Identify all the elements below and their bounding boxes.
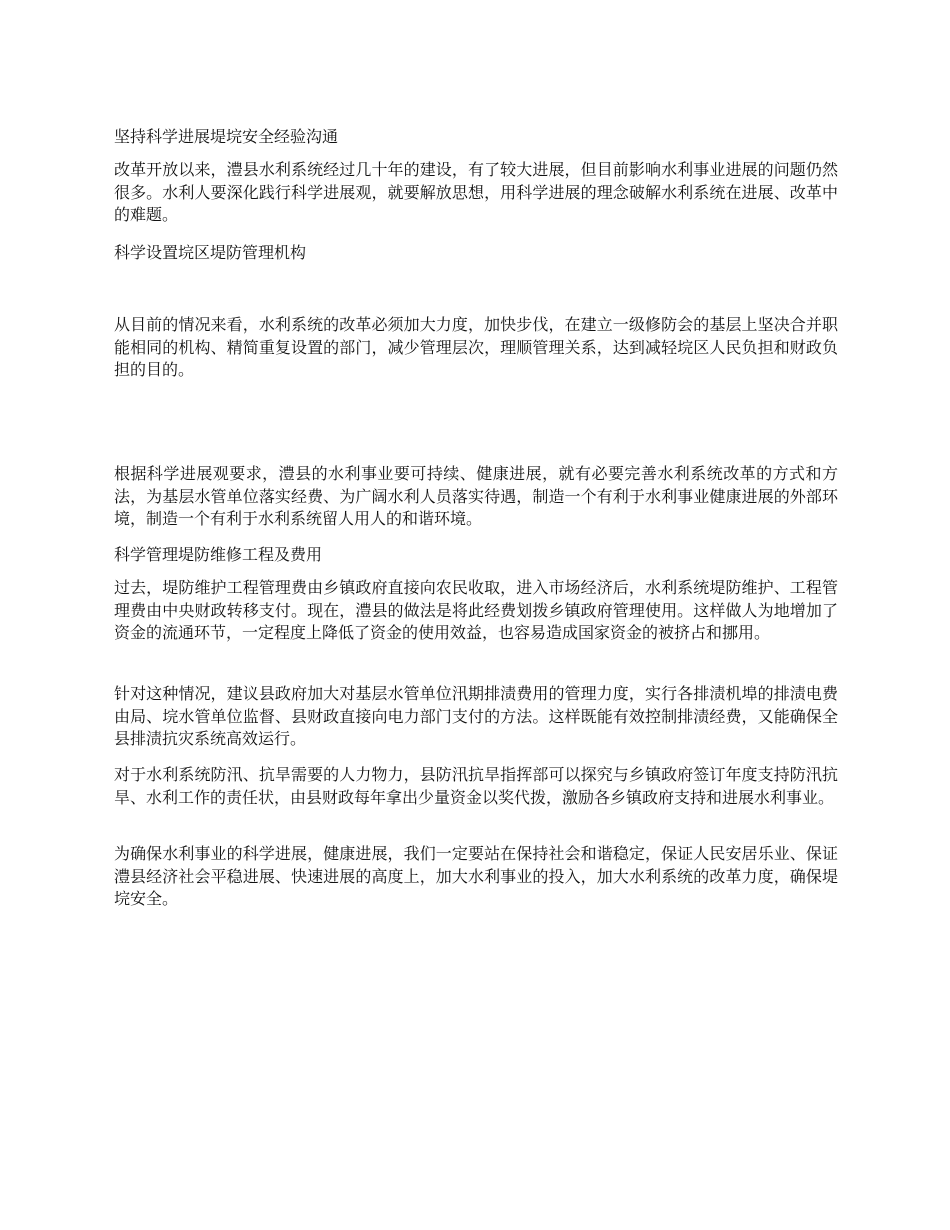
paragraph-institution-reform: 从目前的情况来看，水利系统的改革必须加大力度，加快步伐，在建立一级修防会的基层上坚决合并职能相同的机构、精简重复设置的部门，减少管理层次，理顺管理关系，达到减轻垸区人民负担和财政负担的目的。: [114, 315, 838, 379]
paragraph-drainage-fees: 针对这种情况，建议县政府加大对基层水管单位汛期排渍费用的管理力度，实行各排渍机埠的排渍电费由局、垸水管单位监督、县财政直接向电力部门支付的方法。这样既能有效控制排渍经费，又能确保全县排渍抗灾系统高效运行。: [114, 684, 838, 748]
paragraph-maintenance-fees: 过去，堤防维护工程管理费由乡镇政府直接向农民收取，进入市场经济后，水利系统堤防维护、工程管理费由中央财政转移支付。现在，澧县的做法是将此经费划拨乡镇政府管理使用。这样做人为地增加了资金的流通环节，一定程度上降低了资金的使用效益，也容易造成国家资金的被挤占和挪用。: [114, 578, 838, 642]
section-heading-maintenance: 科学管理堤防维修工程及费用: [114, 545, 323, 564]
section-heading-institutions: 科学设置垸区堤防管理机构: [114, 243, 307, 262]
paragraph-flood-control: 对于水利系统防汛、抗旱需要的人力物力，县防汛抗旱指挥部可以探究与乡镇政府签订年度支持防汛抗旱、水利工作的责任状，由县财政每年拿出少量资金以奖代拨，激励各乡镇政府支持和进展水利事业。: [114, 765, 838, 807]
document-title: 坚持科学进展堤垸安全经验沟通: [114, 127, 339, 146]
paragraph-conclusion: 为确保水利事业的科学进展，健康进展，我们一定要站在保持社会和谐稳定，保证人民安居乐业、保证澧县经济社会平稳进展、快速进展的高度上，加大水利事业的投入，加大水利系统的改革力度，确保堤垸安全。: [114, 844, 838, 908]
paragraph-intro: 改革开放以来，澧县水利系统经过几十年的建设，有了较大进展，但目前影响水利事业进展的问题仍然很多。水利人要深化践行科学进展观，就要解放思想，用科学进展的理念破解水利系统在进展、改革中的难题。: [114, 160, 838, 224]
paragraph-sustainable-development: 根据科学进展观要求，澧县的水利事业要可持续、健康进展，就有必要完善水利系统改革的方式和方法，为基层水管单位落实经费、为广阔水利人员落实待遇，制造一个有利于水利事业健康进展的外部环境，制造一个有利于水利系统留人用人的和谐环境。: [114, 464, 838, 528]
